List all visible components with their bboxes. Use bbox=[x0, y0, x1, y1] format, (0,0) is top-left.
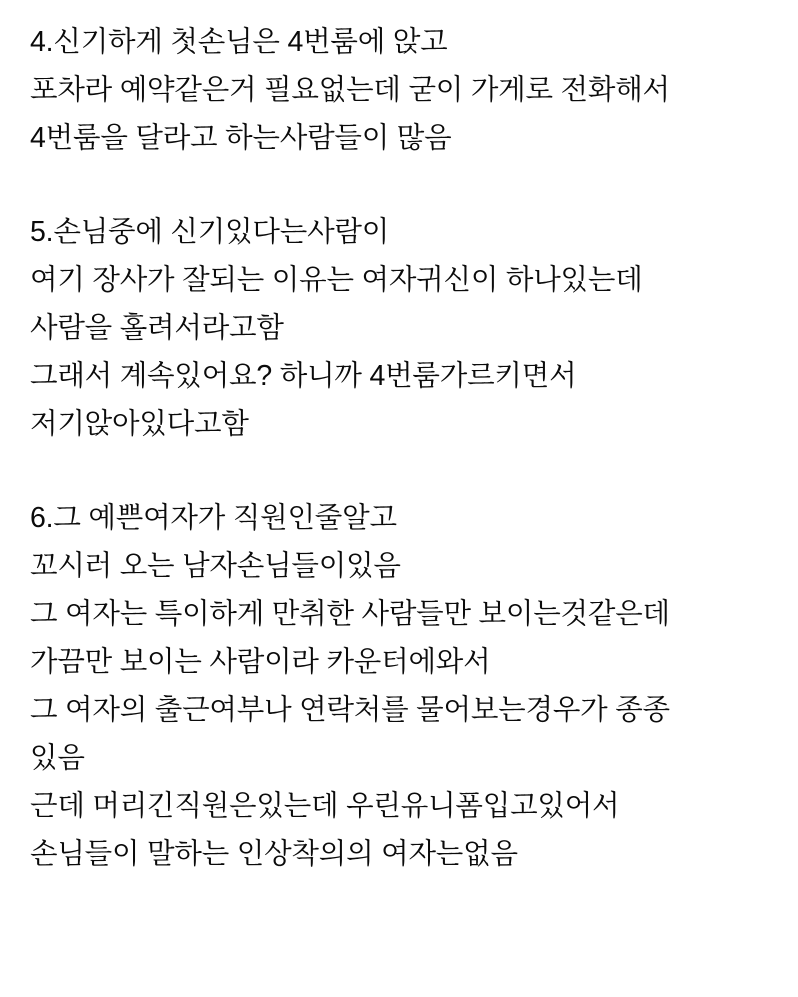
text-line: 4번룸을 달라고 하는사람들이 많음 bbox=[30, 122, 452, 154]
text-block-4 bbox=[30, 18, 772, 162]
text-line: 5.손님중에 신기있다는사람이 bbox=[30, 216, 390, 248]
text-line: 포차라 예약같은거 필요없는데 굳이 가게로 전화해서 bbox=[30, 74, 670, 106]
text-line: 꼬시러 오는 남자손님들이있음 bbox=[30, 550, 401, 582]
text-line: 근데 머리긴직원은있는데 우린유니폼입고있어서 bbox=[30, 790, 620, 822]
text-line: 그 여자는 특이하게 만취한 사람들만 보이는것같은데 bbox=[30, 598, 670, 630]
text-block-5 bbox=[30, 208, 772, 448]
text-line: 그래서 계속있어요? 하니까 4번룸가르키면서 bbox=[30, 360, 577, 392]
text-block-6 bbox=[30, 494, 772, 878]
text-line: 그 여자의 출근여부나 연락처를 물어보는경우가 종종 bbox=[30, 694, 670, 726]
text-line: 6.그 예쁜여자가 직원인줄알고 bbox=[30, 502, 397, 534]
text-line: 4.신기하게 첫손님은 4번룸에 앉고 bbox=[30, 26, 448, 58]
text-line: 여기 장사가 잘되는 이유는 여자귀신이 하나있는데 bbox=[30, 264, 643, 296]
text-line: 저기앉아있다고함 bbox=[30, 408, 249, 440]
text-line: 손님들이 말하는 인상착의의 여자는없음 bbox=[30, 838, 518, 870]
text-line: 있음 bbox=[30, 742, 85, 774]
text-line: 가끔만 보이는 사람이라 카운터에와서 bbox=[30, 646, 491, 678]
text-line: 사람을 홀려서라고함 bbox=[30, 312, 284, 344]
